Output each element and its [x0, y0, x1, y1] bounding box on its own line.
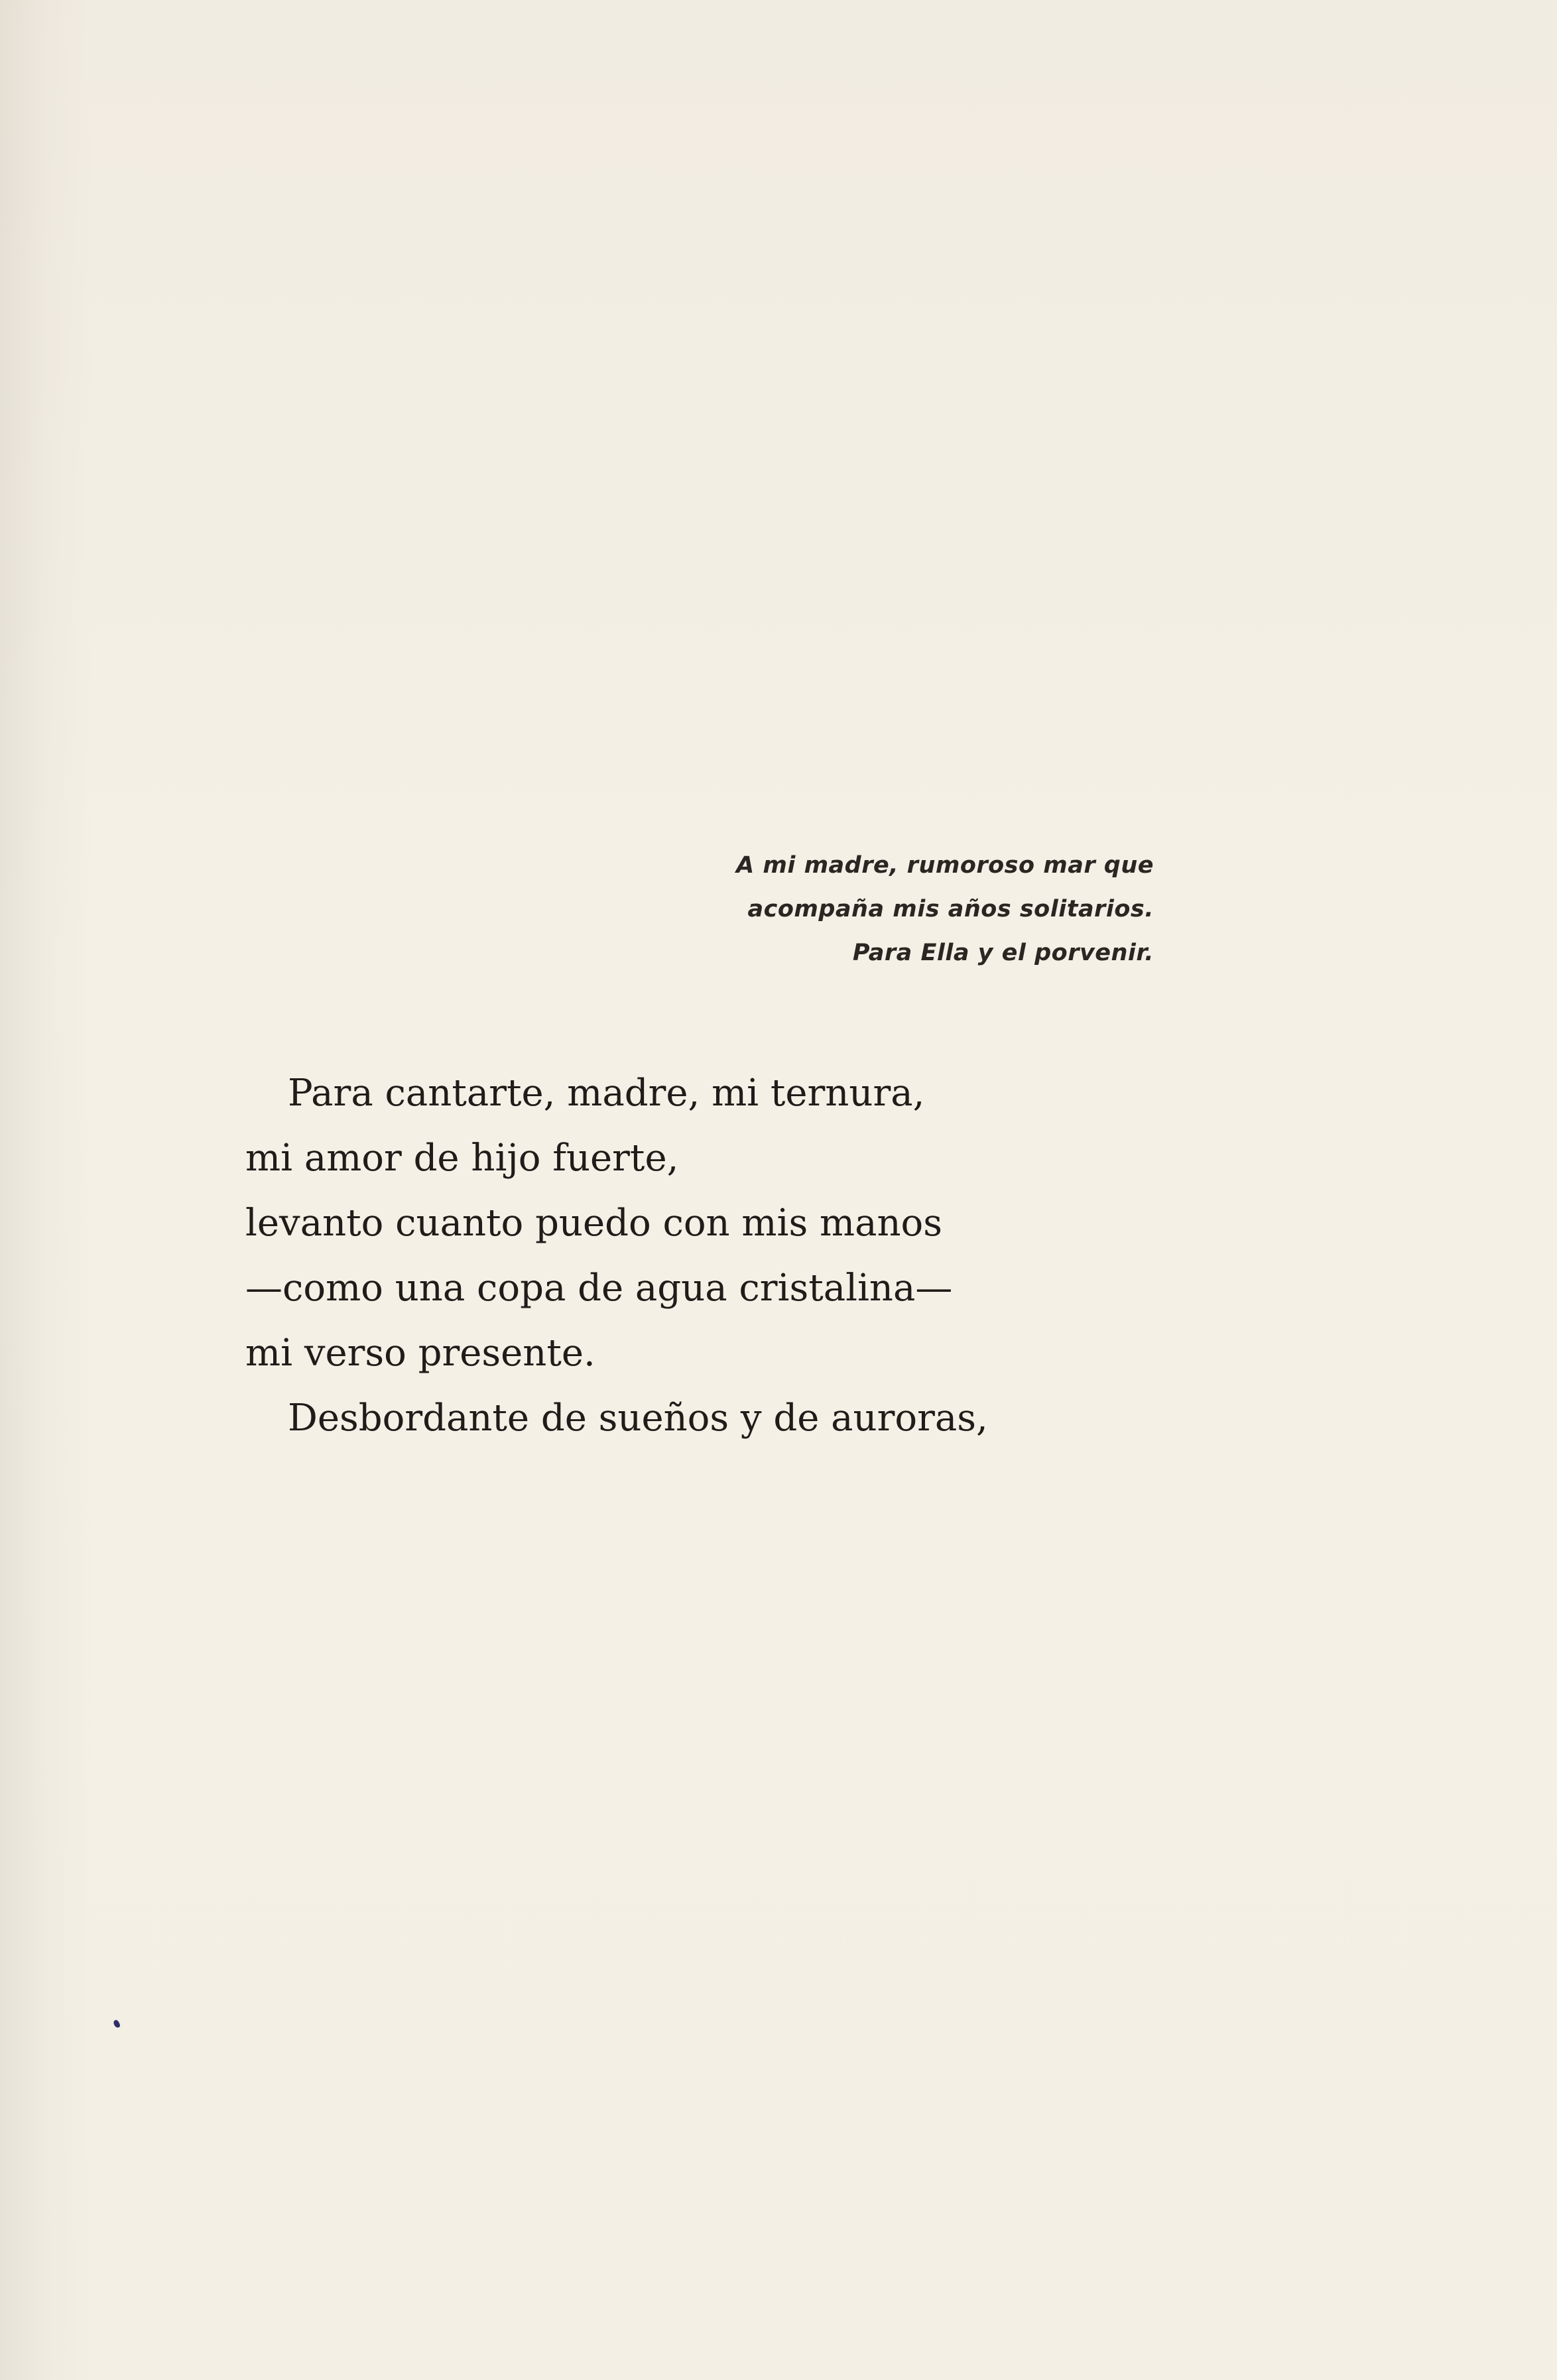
poem-verse: mi amor de hijo fuerte, [245, 1137, 679, 1180]
poem-verse: —como una copa de agua cristalina— [245, 1267, 953, 1310]
poem-verse: Desbordante de sueños y de auroras, [288, 1397, 988, 1440]
poem-verse: levanto cuanto puedo con mis manos [245, 1202, 942, 1245]
dedication [690, 844, 1154, 975]
dedication-line: A mi madre, rumoroso mar que [736, 852, 1154, 879]
poem-verse: Para cantarte, madre, mi ternura, [288, 1072, 925, 1115]
ink-mark [113, 2019, 121, 2029]
poem-verse: mi verso presente. [245, 1332, 595, 1375]
dedication-line: acompaña mis años solitarios. [747, 896, 1154, 922]
dedication-line: Para Ella y el porvenir. [852, 940, 1154, 966]
poem-body [245, 1061, 1107, 1451]
